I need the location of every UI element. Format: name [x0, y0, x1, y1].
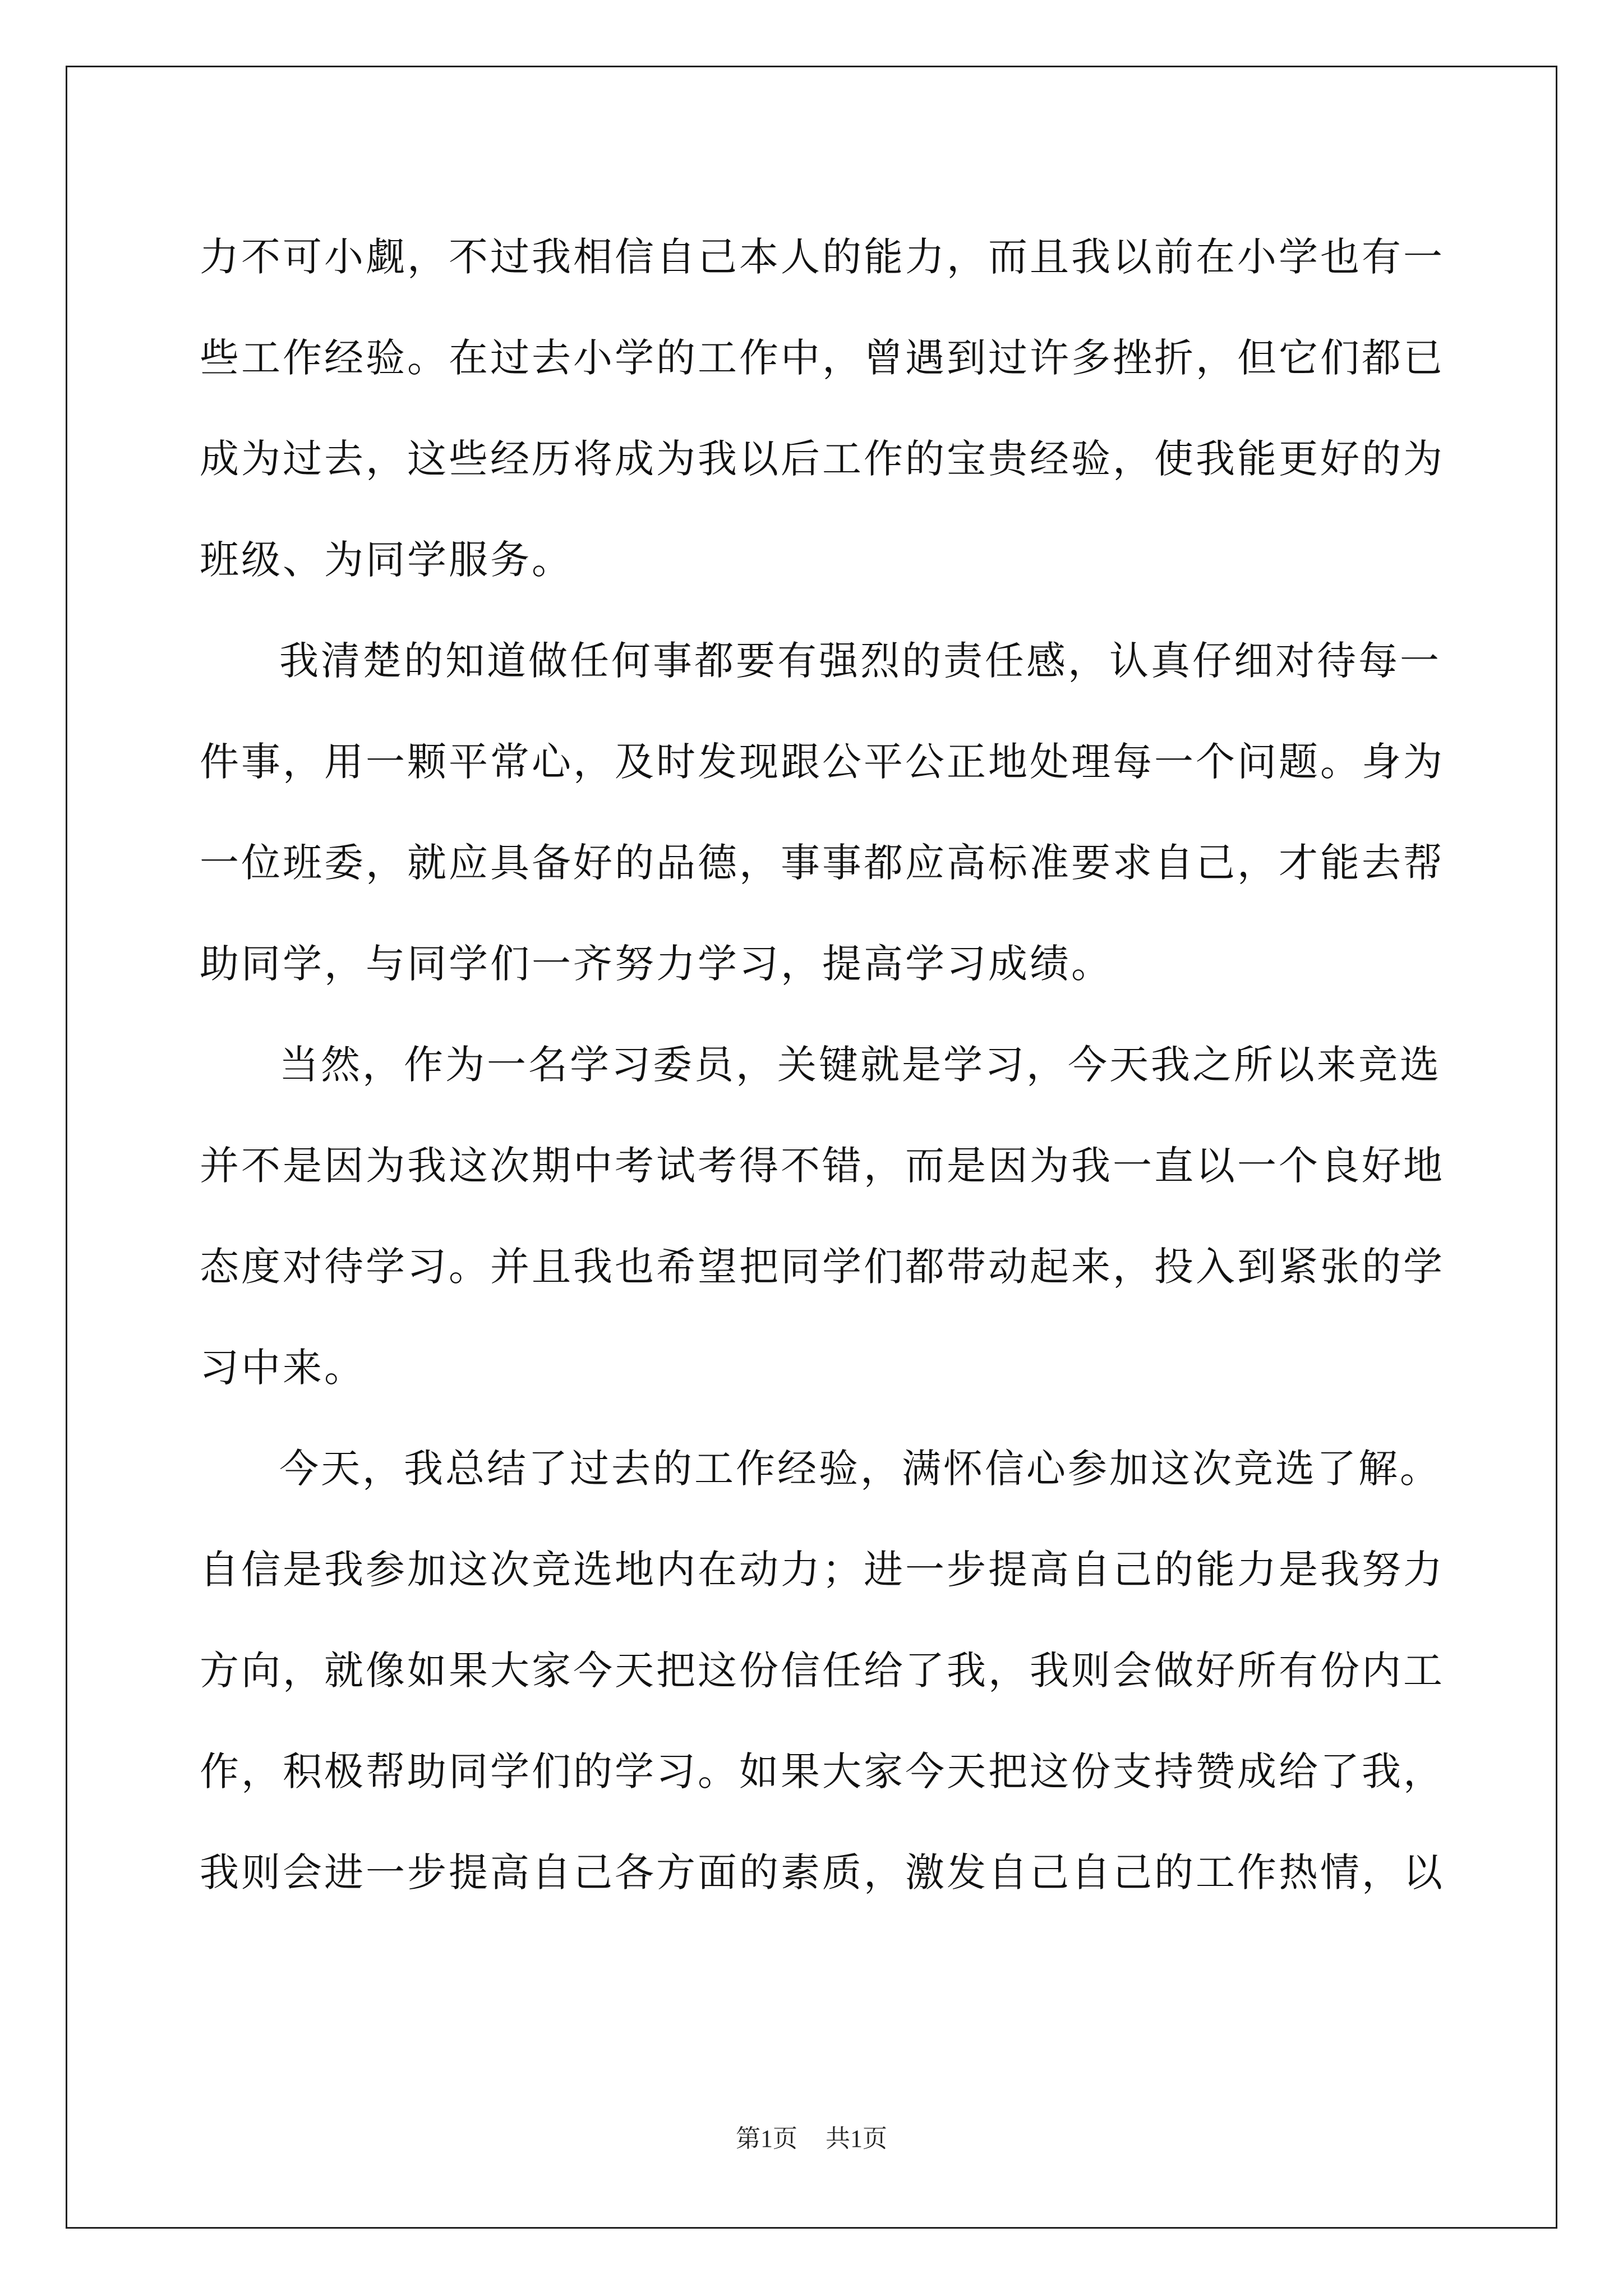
text-line: 一位班委，就应具备好的品德，事事都应高标准要求自己，才能去帮	[200, 840, 1445, 886]
page-footer	[0, 2118, 1623, 2154]
document-body	[200, 206, 1445, 1923]
text-line: 助同学，与同学们一齐努力学习，提高学习成绩。	[200, 941, 1113, 987]
text-line: 并不是因为我这次期中考试考得不错，而是因为我一直以一个良好地	[200, 1143, 1445, 1189]
text-line: 作，积极帮助同学们的学习。如果大家今天把这份支持赞成给了我，	[200, 1749, 1445, 1795]
page-total: 共1页	[826, 2125, 887, 2152]
page-number: 第1页	[736, 2125, 797, 2152]
text-line: 自信是我参加这次竞选地内在动力；进一步提高自己的能力是我努力	[200, 1547, 1445, 1593]
text-line: 件事，用一颗平常心，及时发现跟公平公正地处理每一个问题。身为	[200, 739, 1445, 785]
text-line: 方向，就像如果大家今天把这份信任给了我，我则会做好所有份内工	[200, 1648, 1445, 1694]
text-line: 些工作经验。在过去小学的工作中，曾遇到过许多挫折，但它们都已	[200, 335, 1445, 381]
text-line: 习中来。	[200, 1345, 366, 1391]
paragraph-first-line: 我清楚的知道做任何事都要有强烈的责任感，认真仔细对待每一	[279, 638, 1441, 684]
paragraph-first-line: 今天，我总结了过去的工作经验，满怀信心参加这次竞选了解。	[279, 1446, 1441, 1492]
text-line: 班级、为同学服务。	[200, 537, 573, 583]
text-line: 我则会进一步提高自己各方面的素质，激发自己自己的工作热情，以	[200, 1849, 1445, 1895]
text-line: 力不可小觑，不过我相信自己本人的能力，而且我以前在小学也有一	[200, 234, 1445, 280]
paragraph-first-line: 当然，作为一名学习委员，关键就是学习，今天我之所以来竞选	[279, 1042, 1441, 1088]
text-line: 态度对待学习。并且我也希望把同学们都带动起来，投入到紧张的学	[200, 1244, 1445, 1290]
text-line: 成为过去，这些经历将成为我以后工作的宝贵经验，使我能更好的为	[200, 436, 1445, 482]
